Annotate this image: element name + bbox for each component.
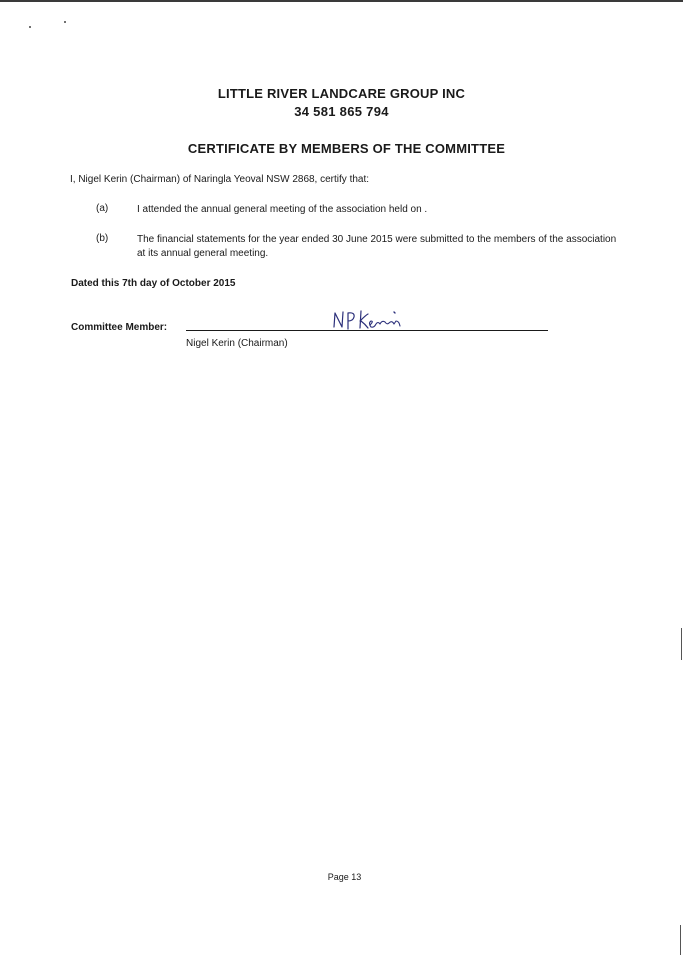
page-number: Page 13 [327, 872, 362, 882]
certificate-title: CERTIFICATE BY MEMBERS OF THE COMMITTEE [187, 141, 506, 156]
scan-top-edge [0, 0, 683, 2]
organisation-name: LITTLE RIVER LANDCARE GROUP INC [217, 86, 466, 101]
committee-member-label: Committee Member: [71, 322, 168, 333]
scan-edge-mark [681, 628, 682, 660]
signature-line [186, 330, 548, 331]
scan-speck [64, 21, 66, 23]
item-b-text: The financial statements for the year ended 30 June 2015 were submitted to the members of the association at its annual general meeting. [137, 234, 617, 259]
scan-edge-mark [680, 925, 681, 955]
scan-speck [29, 26, 31, 28]
abn-number: 34 581 865 794 [294, 104, 389, 119]
item-b-label: (b) [96, 233, 109, 244]
item-a-text: I attended the annual general meeting of the association held on . [137, 204, 428, 215]
signer-name: Nigel Kerin (Chairman) [186, 338, 288, 349]
dated-line: Dated this 7th day of October 2015 [71, 278, 236, 289]
certification-intro: I, Nigel Kerin (Chairman) of Naringla Yeoval NSW 2868, certify that: [70, 174, 370, 185]
item-a-label: (a) [96, 203, 109, 214]
